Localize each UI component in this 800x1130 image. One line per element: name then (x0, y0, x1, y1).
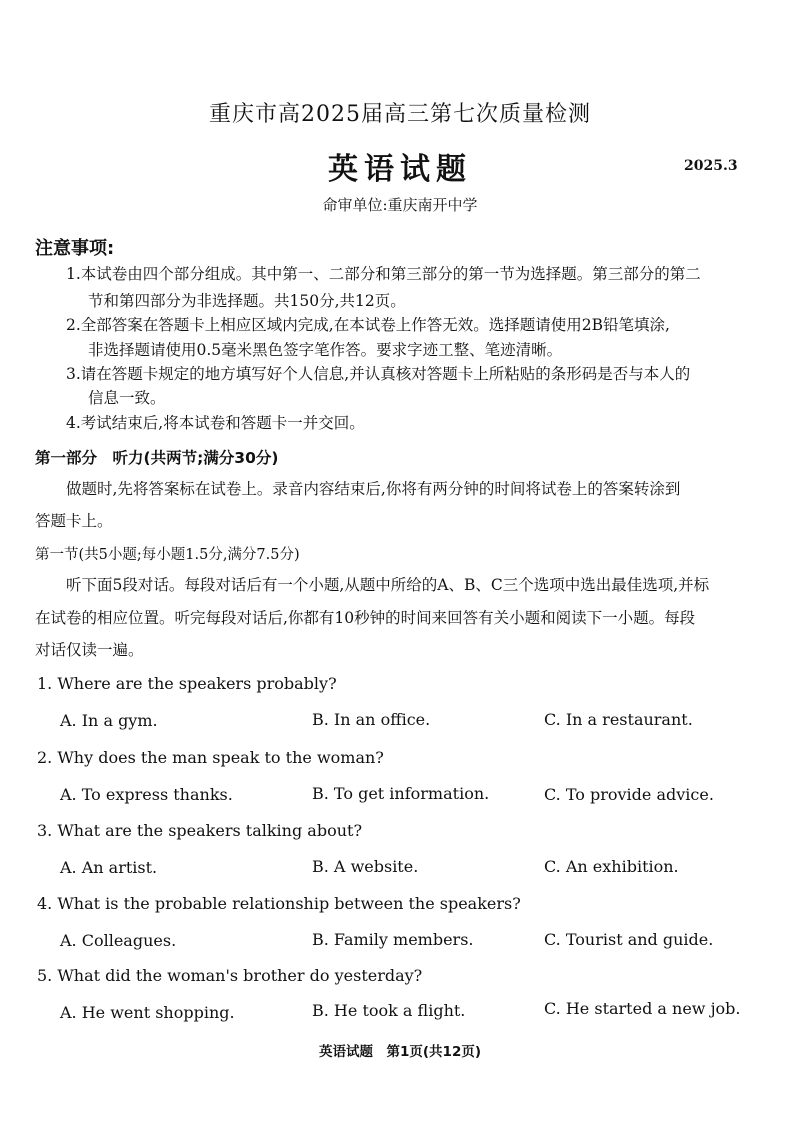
option-c: C. An exhibition. (544, 857, 679, 876)
question-5: 5. What did the woman's brother do yesterday? (37, 966, 423, 985)
option-a: A. In a gym. (60, 711, 158, 730)
subject-title: 英语试题 (328, 152, 472, 187)
notice-heading: 注意事项: (35, 238, 115, 259)
part1-intro-line: 答题卡上。 (35, 512, 113, 530)
section1-instruction-line: 听下面5段对话。每段对话后有一个小题,从题中所给的A、B、C三个选项中选出最佳选项,并标 (66, 576, 710, 594)
part1-heading: 第一部分 听力(共两节;满分30分) (35, 449, 279, 467)
notice-line: 信息一致。 (88, 389, 166, 407)
option-b: B. In an office. (312, 710, 431, 729)
exam-date: 2025.3 (684, 158, 738, 174)
page-footer: 英语试题 第1页(共12页) (318, 1044, 482, 1060)
option-b: B. Family members. (312, 930, 474, 949)
option-a: A. He went shopping. (60, 1003, 235, 1022)
question-2: 2. Why does the man speak to the woman? (37, 748, 384, 767)
option-b: B. To get information. (312, 784, 490, 803)
option-a: A. To express thanks. (60, 785, 233, 804)
question-4: 4. What is the probable relationship between the speakers? (37, 894, 521, 913)
option-a: A. Colleagues. (60, 931, 177, 950)
option-a: A. An artist. (60, 858, 158, 877)
option-b: B. He took a flight. (312, 1001, 466, 1020)
option-c: C. Tourist and guide. (544, 930, 714, 949)
notice-line: 非选择题请使用0.5毫米黑色签字笔作答。要求字迹工整、笔迹清晰。 (88, 341, 563, 359)
option-c: C. To provide advice. (544, 785, 714, 804)
part1-intro-line: 做题时,先将答案标在试卷上。录音内容结束后,你将有两分钟的时间将试卷上的答案转涂到 (66, 480, 681, 498)
section1-heading: 第一节(共5小题;每小题1.5分,满分7.5分) (35, 547, 300, 563)
question-3: 3. What are the speakers talking about? (37, 821, 363, 840)
option-c: C. In a restaurant. (544, 710, 693, 729)
section1-instruction-line: 对话仅读一遍。 (35, 641, 144, 659)
notice-line: 1.本试卷由四个部分组成。其中第一、二部分和第三部分的第一节为选择题。第三部分的第二 (66, 265, 701, 283)
question-1: 1. Where are the speakers probably? (37, 674, 337, 693)
option-b: B. A website. (312, 857, 419, 876)
exam-title: 重庆市高2025届高三第七次质量检测 (209, 102, 591, 127)
notice-line: 4.考试结束后,将本试卷和答题卡一并交回。 (66, 414, 365, 432)
section1-instruction-line: 在试卷的相应位置。听完每段对话后,你都有10秒钟的时间来回答有关小题和阅读下一小题。每段 (35, 609, 696, 627)
notice-line: 3.请在答题卡规定的地方填写好个人信息,并认真核对答题卡上所粘贴的条形码是否与本人的 (66, 365, 691, 383)
notice-line: 2.全部答案在答题卡上相应区域内完成,在本试卷上作答无效。选择题请使用2B铅笔填涂, (66, 316, 670, 334)
option-c: C. He started a new job. (544, 999, 741, 1018)
notice-line: 节和第四部分为非选择题。共150分,共12页。 (88, 292, 406, 310)
setter-unit: 命审单位:重庆南开中学 (322, 196, 478, 214)
